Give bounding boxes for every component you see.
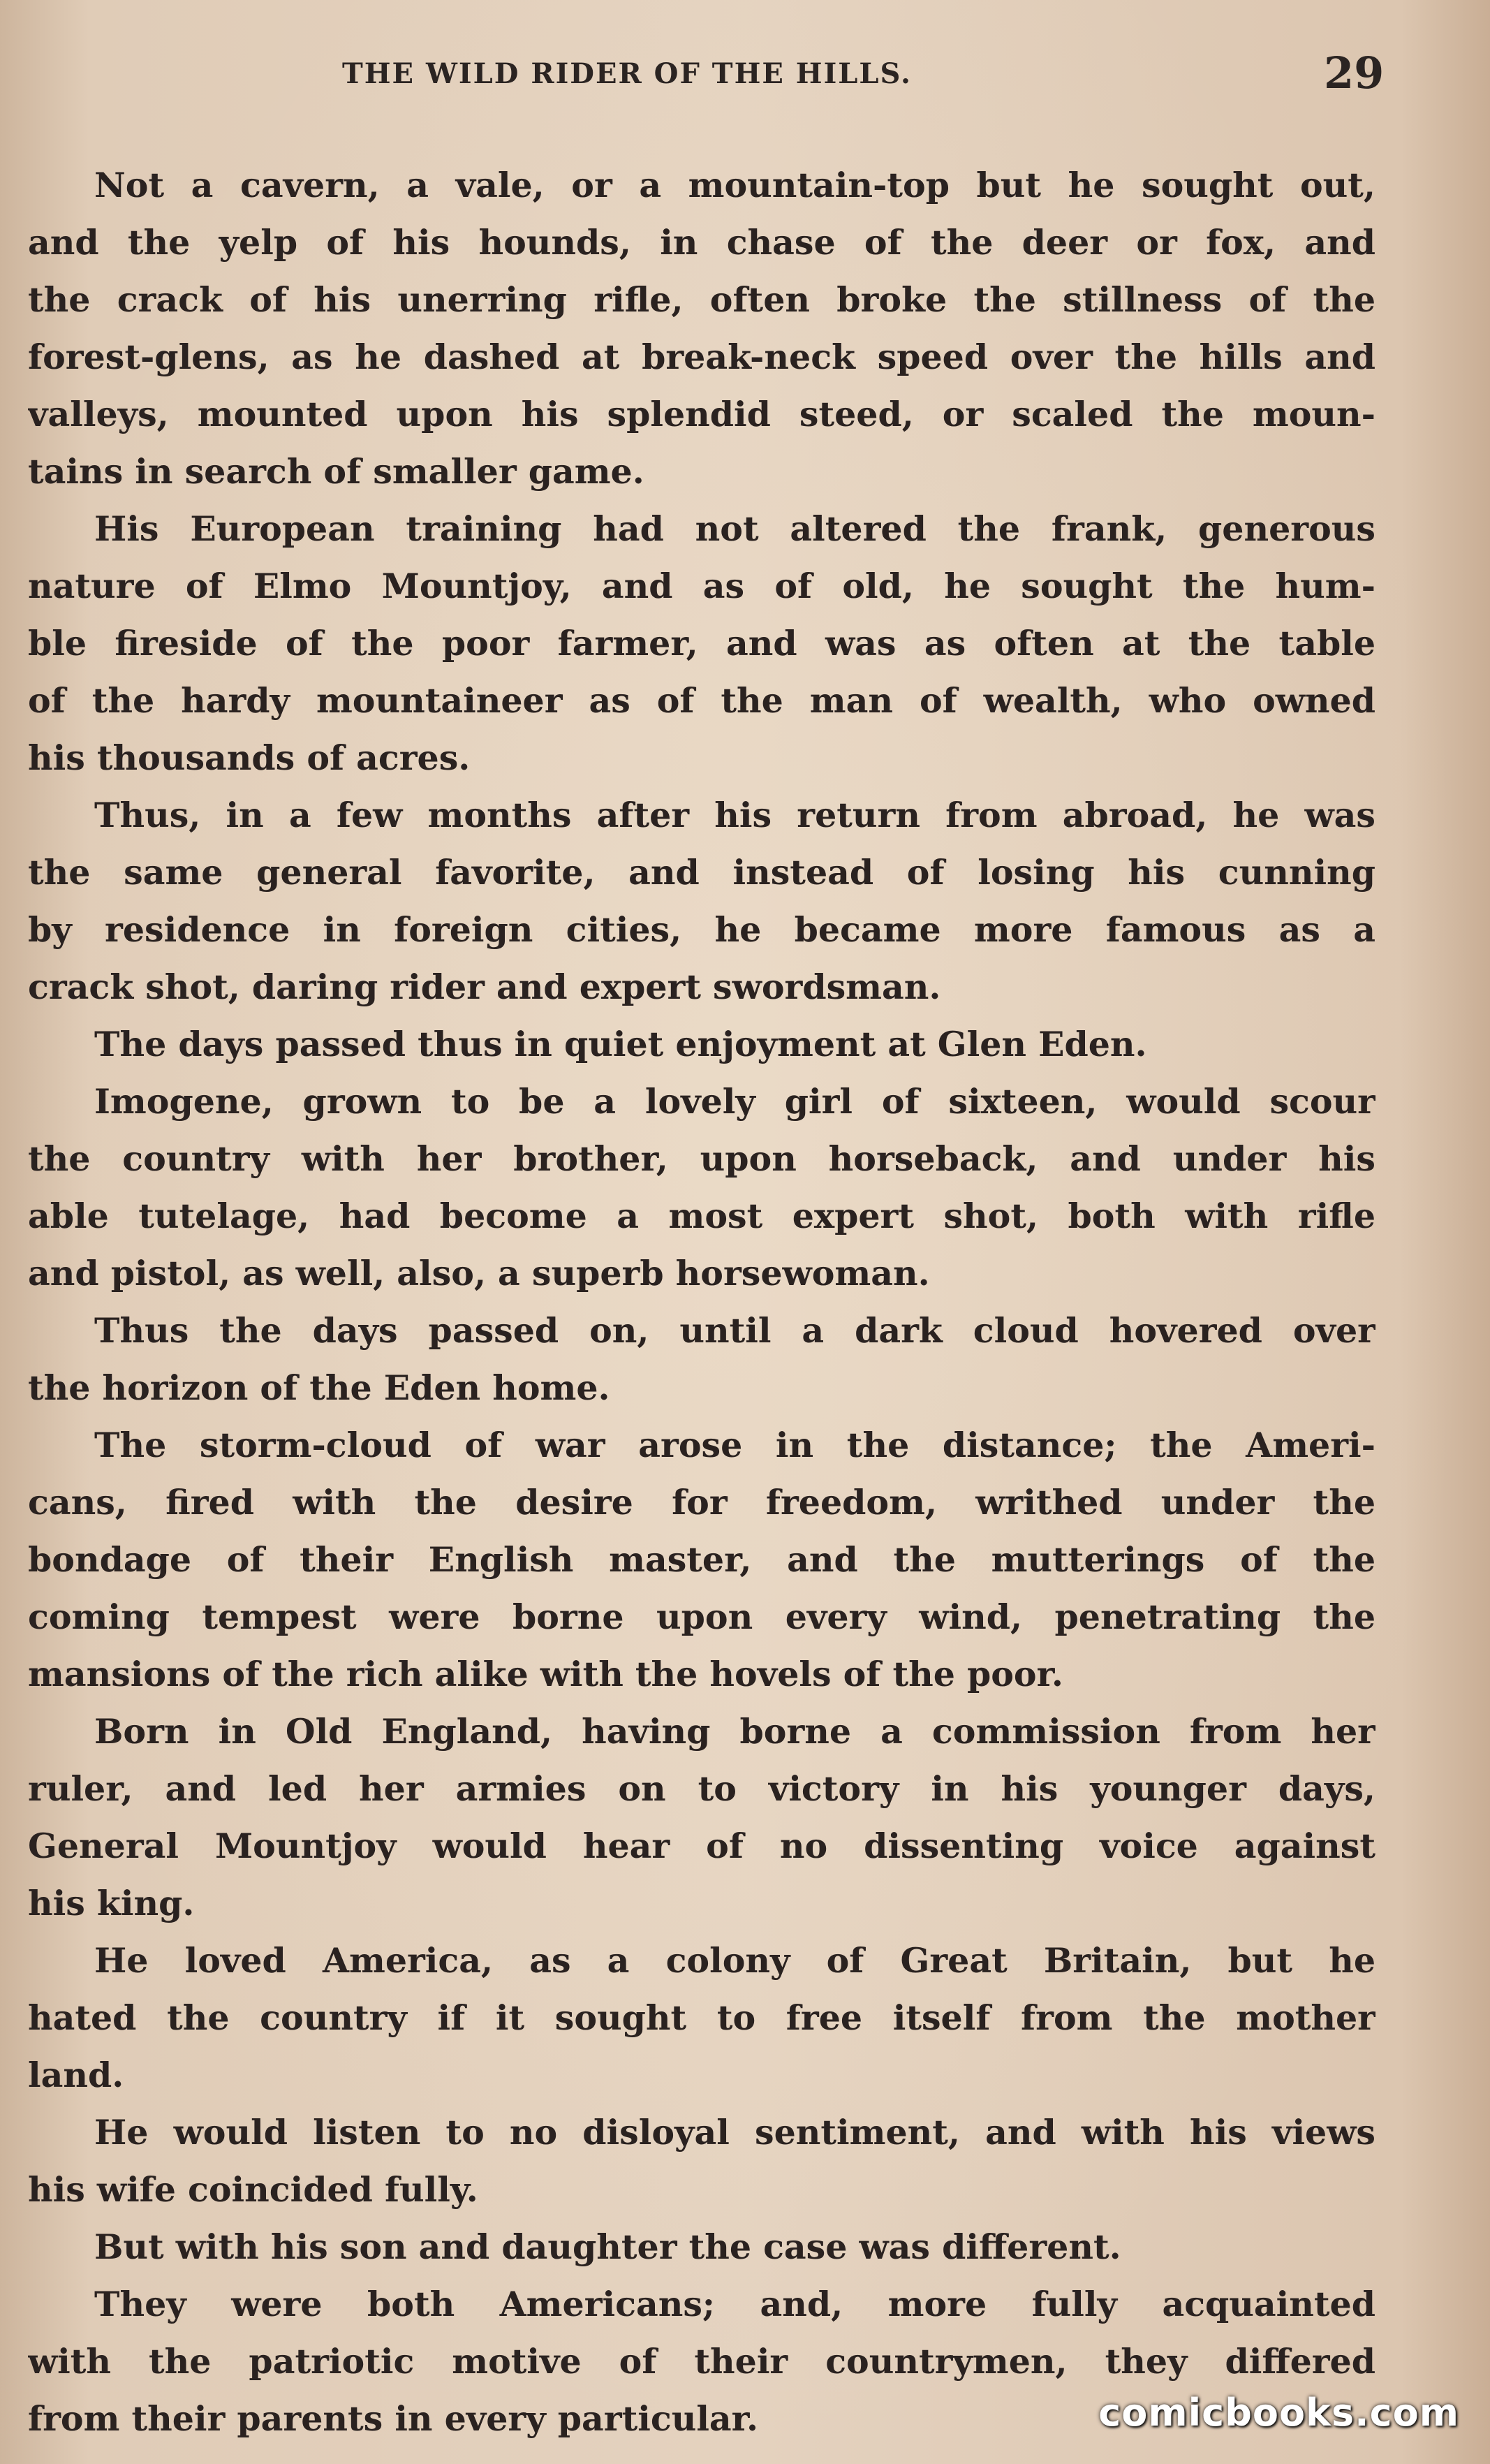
text-line: his thousands of acres. bbox=[28, 738, 471, 778]
text-line: Thus the days passed on, until a dark cloud hovered over bbox=[94, 1310, 1375, 1351]
text-line: His European training had not altered the frank, generous bbox=[94, 508, 1375, 549]
body-text bbox=[28, 156, 1375, 2447]
text-line: General Mountjoy would hear of no dissenting voice against bbox=[28, 1826, 1375, 1866]
text-line: The days passed thus in quiet enjoyment at Glen Eden. bbox=[94, 1024, 1147, 1064]
text-line: with the patriotic motive of their countrymen, they differed bbox=[28, 2341, 1375, 2382]
text-line: from their parents in every particular. bbox=[28, 2398, 759, 2439]
text-line: the crack of his unerring rifle, often broke the stillness of the bbox=[28, 279, 1375, 320]
text-line: and the yelp of his hounds, in chase of the deer or fox, and bbox=[28, 222, 1375, 263]
paragraph bbox=[28, 500, 1375, 786]
text-line: But with his son and daughter the case was different. bbox=[94, 2227, 1121, 2267]
text-line: He would listen to no disloyal sentiment, and with his views bbox=[94, 2112, 1375, 2153]
text-line: Born in Old England, having borne a commission from her bbox=[94, 1711, 1375, 1752]
text-line: ruler, and led her armies on to victory in his younger days, bbox=[28, 1768, 1375, 1809]
text-line: mansions of the rich alike with the hovels of the poor. bbox=[28, 1654, 1063, 1694]
text-line: his wife coincided fully. bbox=[28, 2169, 478, 2210]
paragraph bbox=[28, 1932, 1375, 2104]
text-line: They were both Americans; and, more fully acquainted bbox=[94, 2284, 1375, 2324]
page-header bbox=[0, 47, 1490, 113]
text-line: hated the country if it sought to free itself from the mother bbox=[28, 1997, 1375, 2038]
paragraph bbox=[28, 1703, 1375, 1932]
text-line: tains in search of smaller game. bbox=[28, 451, 644, 492]
text-line: land. bbox=[28, 2055, 124, 2095]
page-number: 29 bbox=[1324, 47, 1385, 98]
text-line: The storm-cloud of war arose in the distance; the Ameri- bbox=[94, 1425, 1375, 1465]
text-line: the country with her brother, upon horseback, and under his bbox=[28, 1138, 1375, 1179]
text-line: crack shot, daring rider and expert swordsman. bbox=[28, 967, 941, 1007]
text-line: ble fireside of the poor farmer, and was as often at the table bbox=[28, 623, 1375, 663]
text-line: Not a cavern, a vale, or a mountain-top but he sought out, bbox=[94, 165, 1375, 205]
paragraph bbox=[28, 1416, 1375, 1703]
paragraph bbox=[28, 2218, 1375, 2275]
paragraph bbox=[28, 156, 1375, 500]
text-line: cans, fired with the desire for freedom, writhed under the bbox=[28, 1482, 1375, 1523]
text-line: of the hardy mountaineer as of the man of wealth, who owned bbox=[28, 680, 1375, 721]
paragraph bbox=[28, 1302, 1375, 1416]
text-line: He loved America, as a colony of Great Britain, but he bbox=[94, 1940, 1375, 1981]
text-line: and pistol, as well, also, a superb horsewoman. bbox=[28, 1253, 930, 1293]
text-line: his king. bbox=[28, 1883, 195, 1923]
text-line: the same general favorite, and instead of losing his cunning bbox=[28, 852, 1375, 893]
text-line: nature of Elmo Mountjoy, and as of old, he sought the hum- bbox=[28, 566, 1375, 606]
text-line: bondage of their English master, and the mutterings of the bbox=[28, 1539, 1375, 1580]
text-line: by residence in foreign cities, he became more famous as a bbox=[28, 909, 1375, 950]
text-line: coming tempest were borne upon every wind, penetrating the bbox=[28, 1597, 1375, 1637]
watermark: comicbooks.com bbox=[1098, 2391, 1459, 2435]
paragraph bbox=[28, 2104, 1375, 2218]
paragraph bbox=[28, 1073, 1375, 1302]
text-line: able tutelage, had become a most expert shot, both with rifle bbox=[28, 1196, 1375, 1236]
text-line: Imogene, grown to be a lovely girl of sixteen, would scour bbox=[94, 1081, 1375, 1122]
text-line: valleys, mounted upon his splendid steed, or scaled the moun- bbox=[28, 394, 1375, 434]
running-title: THE WILD RIDER OF THE HILLS. bbox=[342, 57, 912, 90]
text-line: the horizon of the Eden home. bbox=[28, 1367, 610, 1408]
text-line: Thus, in a few months after his return from abroad, he was bbox=[94, 795, 1375, 835]
paragraph bbox=[28, 1015, 1375, 1073]
text-line: forest-glens, as he dashed at break-neck speed over the hills and bbox=[28, 337, 1375, 377]
paragraph bbox=[28, 786, 1375, 1015]
